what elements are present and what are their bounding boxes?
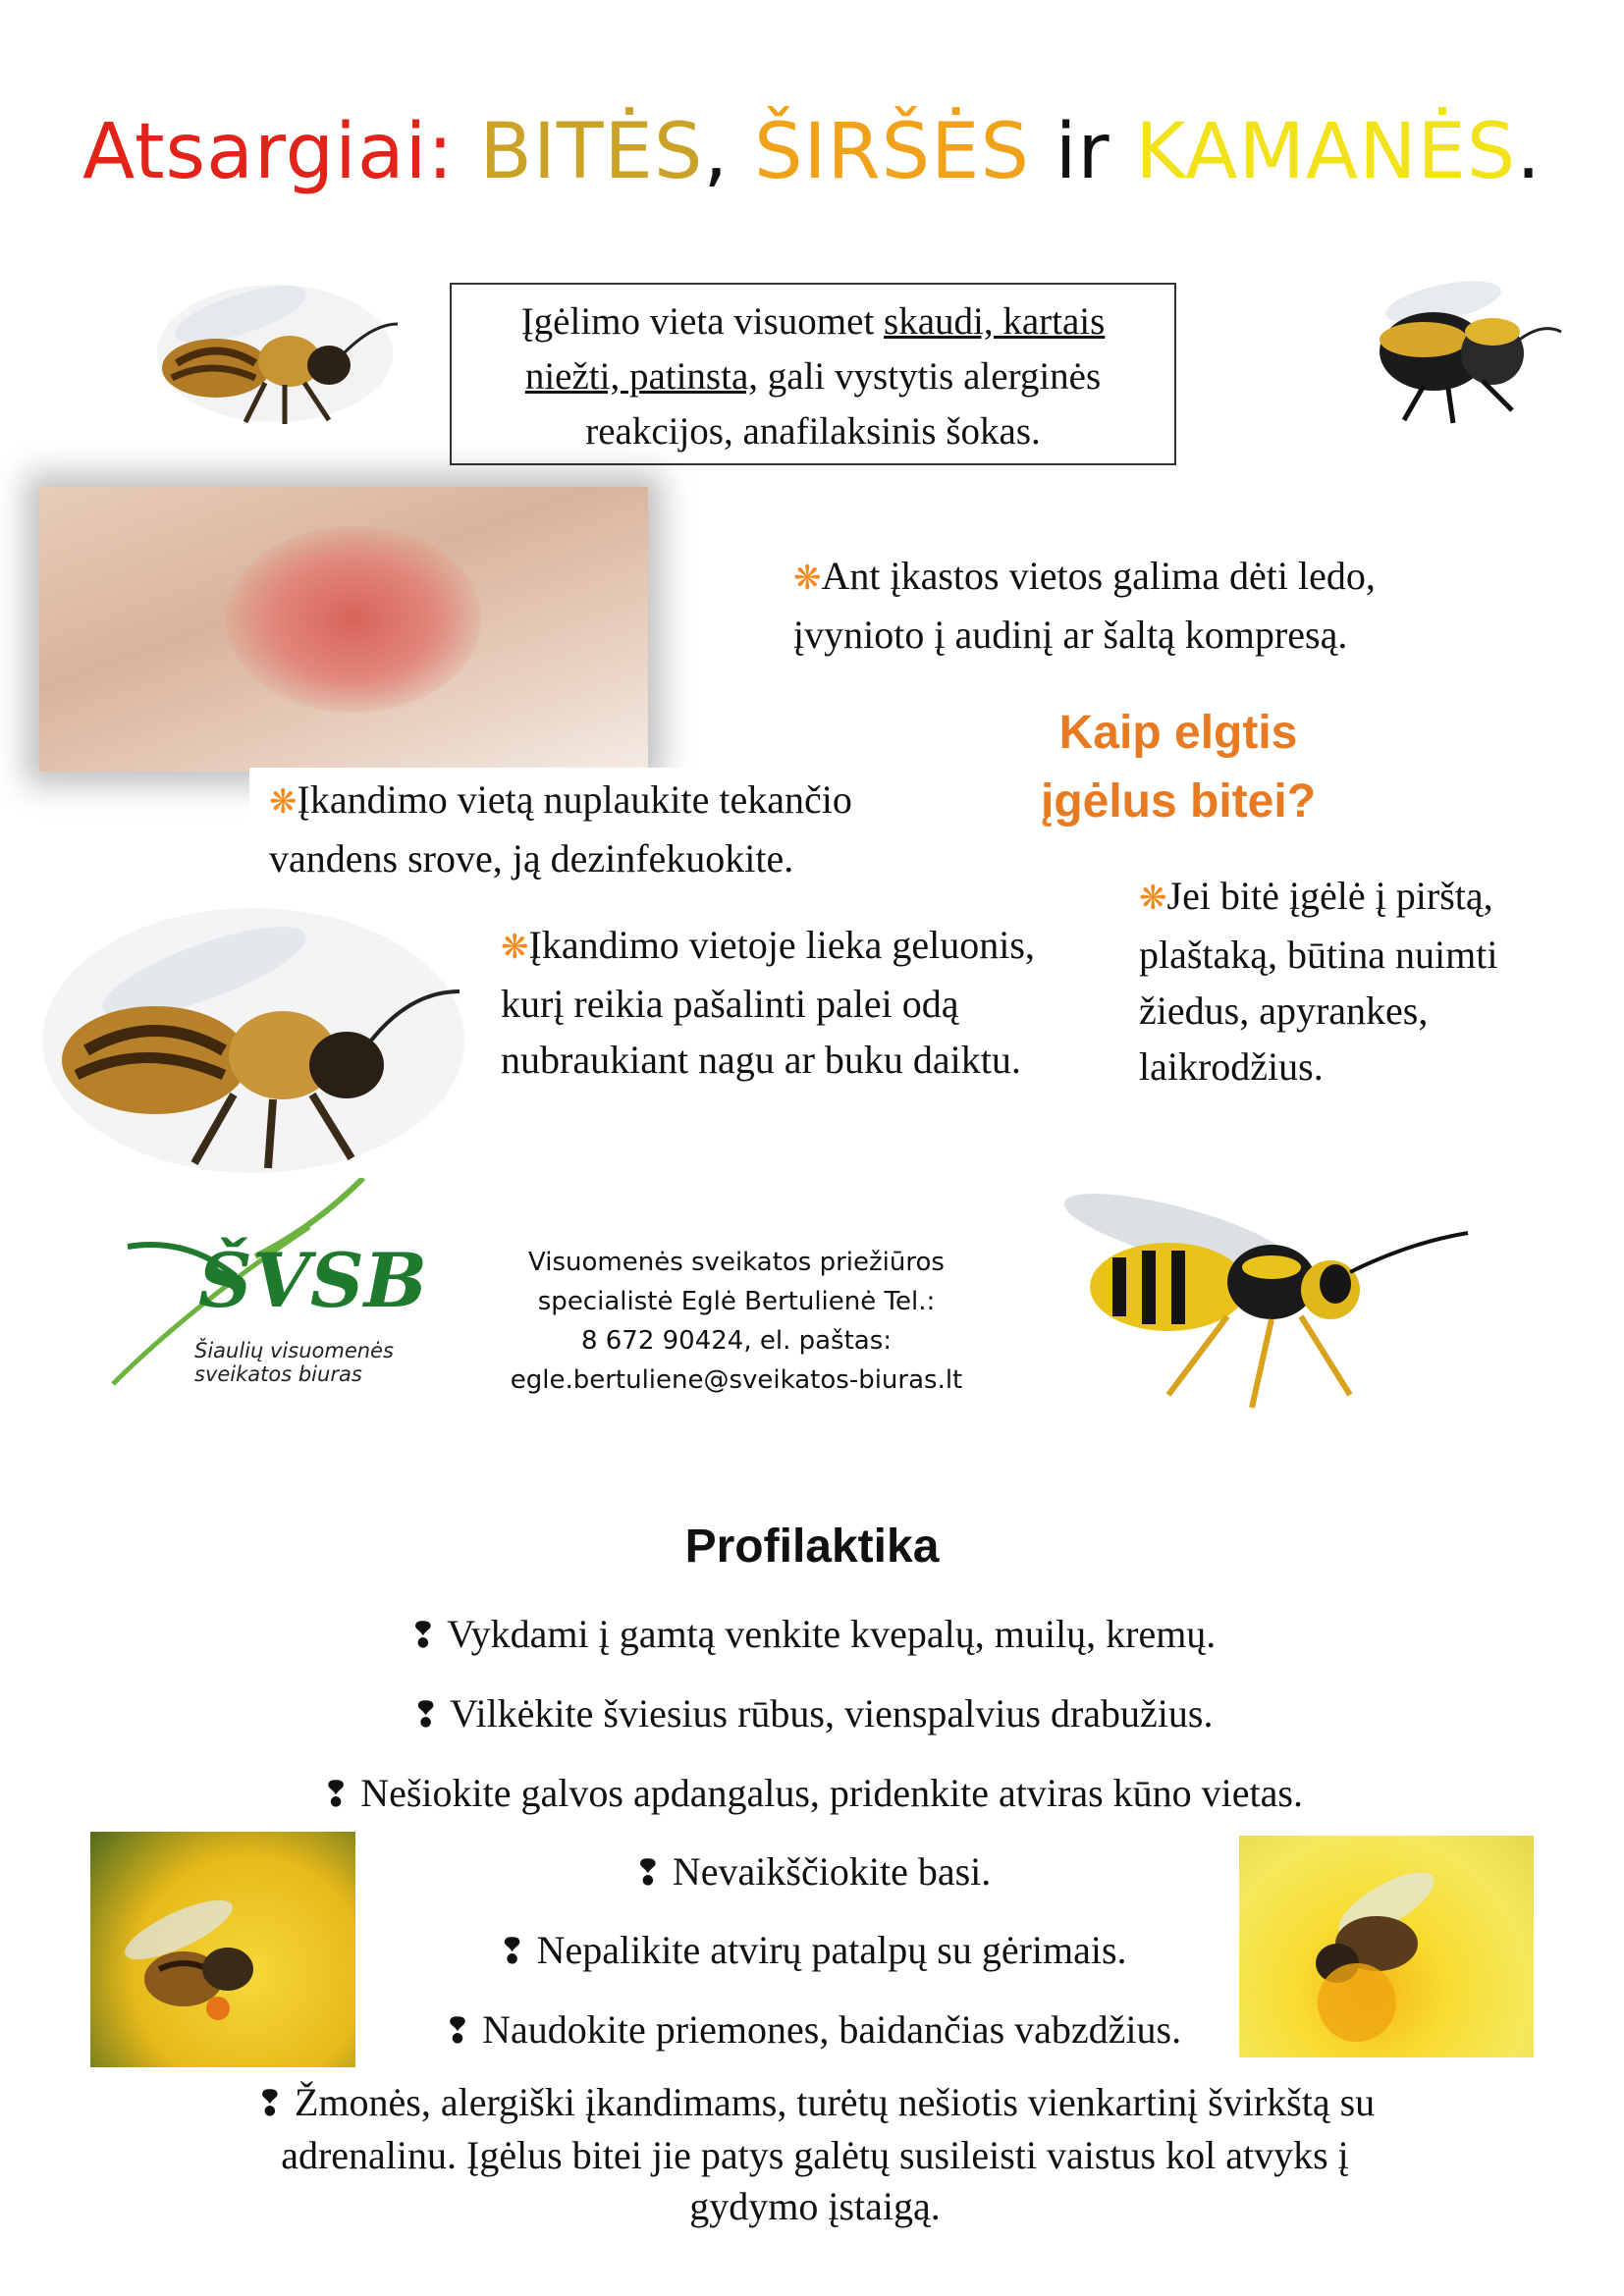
prevention-item-text: Vykdami į gamtą venkite kvepalų, muilų, kremų. — [447, 1612, 1217, 1656]
tip-wash-line1: Įkandimo vietą nuplaukite tekančio — [297, 777, 852, 822]
logo-letters: ŠVSB — [198, 1237, 427, 1324]
logo-name — [194, 1339, 394, 1386]
wasp-image — [1051, 1174, 1473, 1419]
honeybee-image — [147, 275, 403, 432]
prevention-item-text: Vilkėkite šviesius rūbus, vienspalvius drabužius. — [449, 1691, 1214, 1735]
exclamation-bullet-icon: ❢ — [632, 1853, 663, 1894]
tip-stinger-line1: Įkandimo vietoje lieka geluonis, — [528, 923, 1035, 967]
warning-underlined-symptoms-2: niežti, patinsta, — [524, 355, 759, 398]
prevention-item-text: Naudokite priemones, baidančias vabzdžius. — [482, 2007, 1182, 2052]
how-to-act-line2: įgėlus bitei? — [1040, 775, 1317, 828]
tip-ice-line1: Ant įkastos vietos galima dėti ledo, — [821, 554, 1376, 598]
honeybee-closeup-image — [37, 903, 469, 1178]
warning-text-start: Įgėlimo vieta visuomet — [520, 300, 885, 343]
warning-underlined-symptoms: skaudi, kartais — [884, 300, 1106, 343]
tip-ice — [793, 548, 1598, 663]
logo-name-line2: sveikatos biuras — [194, 1362, 362, 1386]
tip-jewelry-line1: Jei bitė įgėlė į pirštą, — [1166, 874, 1493, 918]
star-bullet-icon: ❋ — [269, 782, 298, 822]
title-word-sirses: ŠIRŠĖS — [753, 108, 1030, 196]
bee-on-yellow-flower-icon — [1239, 1836, 1534, 2057]
how-to-act-heading — [1001, 699, 1355, 836]
prevention-item-text: Nepalikite atvirų patalpų su gėrimais. — [536, 1928, 1127, 1972]
warning-text-allergy: gali vystytis alerginės — [758, 355, 1102, 398]
warning-text-shock: reakcijos, anafilaksinis šokas. — [585, 410, 1041, 453]
title-period: . — [1516, 108, 1543, 196]
title-separator: ir — [1029, 108, 1136, 196]
prevention-item-text: Nešiokite galvos apdangalus, pridenkite atviras kūno vietas. — [360, 1771, 1303, 1815]
contact-email: egle.bertuliene@sveikatos-biuras.lt — [510, 1365, 963, 1395]
tip-wash — [249, 768, 1015, 890]
contact-line1: Visuomenės sveikatos priežiūros — [528, 1248, 945, 1277]
contact-line2: specialistė Eglė Bertulienė Tel.: — [537, 1287, 936, 1316]
bee-on-yellow-flower-image — [1239, 1836, 1534, 2057]
tip-jewelry-line4: laikrodžius. — [1139, 1044, 1324, 1089]
allergy-advice-line3: gydymo įstaigą. — [689, 2184, 941, 2228]
bumblebee-image — [1355, 263, 1571, 430]
title-word-bites: BITĖS — [479, 108, 704, 196]
contact-phone: 8 672 90424, el. paštas: — [580, 1326, 893, 1356]
prevention-title: Profilaktika — [684, 1521, 940, 1573]
bee-on-flower-image — [90, 1832, 355, 2067]
tip-jewelry-line2: plaštaką, būtina nuimti — [1139, 933, 1498, 977]
tip-jewelry — [1139, 868, 1610, 1095]
sting-skin-photo — [39, 487, 648, 772]
tip-wash-line2: vandens srove, ją dezinfekuokite. — [269, 836, 794, 881]
sting-redness — [226, 526, 481, 713]
contact-info — [461, 1243, 1011, 1400]
logo-name-line1: Šiaulių visuomenės — [194, 1339, 394, 1362]
exclamation-bullet-icon: ❢ — [254, 2084, 285, 2124]
exclamation-bullet-icon: ❢ — [407, 1616, 438, 1656]
allergy-advice — [177, 2077, 1453, 2232]
star-bullet-icon: ❋ — [501, 928, 529, 967]
title-prefix: Atsargiai: — [81, 108, 480, 196]
svsb-logo — [108, 1178, 432, 1404]
star-bullet-icon: ❋ — [793, 559, 822, 598]
warning-box — [450, 283, 1176, 465]
title-word-kamanes: KAMANĖS — [1135, 108, 1517, 196]
exclamation-bullet-icon: ❢ — [497, 1932, 527, 1972]
prevention-item — [0, 1610, 1624, 1661]
prevention-item — [0, 1689, 1624, 1740]
exclamation-bullet-icon: ❢ — [321, 1775, 352, 1815]
tip-ice-line2: įvynioto į audinį ar šaltą kompresą. — [793, 613, 1348, 657]
exclamation-bullet-icon: ❢ — [442, 2011, 473, 2052]
exclamation-bullet-icon: ❢ — [410, 1695, 441, 1735]
tip-stinger — [501, 917, 1129, 1088]
prevention-item — [0, 1769, 1624, 1820]
how-to-act-line1: Kaip elgtis — [1058, 707, 1298, 759]
allergy-advice-line2: adrenalinu. Įgėlus bitei jie patys galėtų susileisti vaistus kol atvyks į — [281, 2133, 1349, 2177]
poster-title — [0, 108, 1624, 196]
tip-jewelry-line3: žiedus, apyrankes, — [1139, 988, 1429, 1033]
allergy-advice-line1: Žmonės, alergiški įkandimams, turėtų nešiotis vienkartinį švirkštą su — [294, 2080, 1376, 2124]
star-bullet-icon: ❋ — [1139, 879, 1167, 918]
tip-stinger-line3: nubraukiant nagu ar buku daiktu. — [501, 1038, 1021, 1082]
prevention-item-text: Nevaikščiokite basi. — [672, 1849, 992, 1894]
tip-stinger-line2: kurį reikia pašalinti palei odą — [501, 982, 959, 1026]
title-separator: , — [703, 108, 754, 196]
bee-on-flower-icon — [90, 1832, 355, 2067]
